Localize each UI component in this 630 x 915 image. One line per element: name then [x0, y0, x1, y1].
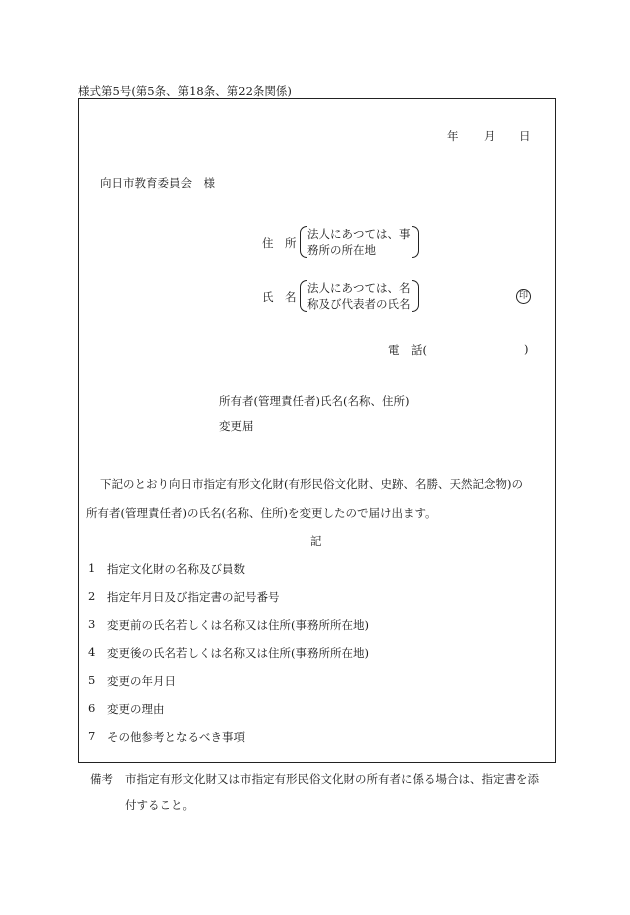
item-6-text: 変更の理由	[107, 702, 165, 716]
item-7-text: その他参考となるべき事項	[107, 730, 245, 744]
form-box	[78, 98, 556, 763]
ki-heading: 記	[310, 534, 322, 548]
seal-mark: 印	[516, 289, 531, 304]
address-note-line1: 法人にあつては、事	[307, 227, 411, 241]
body-line2: 所有者(管理責任者)の氏名(名称、住所)を変更したので届け出ます。	[86, 506, 437, 520]
title-line2: 変更届	[219, 419, 254, 433]
address-bracket-right	[412, 226, 419, 258]
item-1-text: 指定文化財の名称及び員数	[107, 562, 245, 576]
item-2-text: 指定年月日及び指定書の記号番号	[107, 590, 280, 604]
date-day: 日	[519, 129, 531, 143]
remarks-line1: 市指定有形文化財又は市指定有形民俗文化財の所有者に係る場合は、指定書を添	[125, 772, 539, 786]
phone-close: )	[524, 342, 529, 356]
item-5-text: 変更の年月日	[107, 674, 176, 688]
item-7-num: 7	[88, 729, 96, 743]
name-note-line1: 法人にあつては、名	[307, 281, 411, 295]
item-3-text: 変更前の氏名若しくは名称又は住所(事務所所在地)	[107, 618, 369, 632]
name-label: 氏 名	[262, 290, 297, 304]
item-1-num: 1	[88, 561, 96, 575]
item-2-num: 2	[88, 589, 96, 603]
title-line1: 所有者(管理責任者)氏名(名称、住所)	[219, 394, 410, 408]
form-number: 様式第5号(第5条、第18条、第22条関係)	[78, 84, 292, 98]
name-note-line2: 称及び代表者の氏名	[307, 297, 411, 311]
address-note-line2: 務所の所在地	[307, 243, 376, 257]
remarks-label: 備考	[90, 772, 113, 786]
address-bracket-left	[300, 226, 307, 258]
item-4-num: 4	[88, 645, 96, 659]
name-bracket-right	[412, 280, 419, 312]
item-4-text: 変更後の氏名若しくは名称又は住所(事務所所在地)	[107, 646, 369, 660]
date-month: 月	[484, 129, 496, 143]
remarks-line2: 付すること。	[125, 798, 194, 812]
item-3-num: 3	[88, 617, 96, 631]
item-5-num: 5	[88, 673, 96, 687]
name-bracket-left	[300, 280, 307, 312]
item-6-num: 6	[88, 701, 96, 715]
date-year: 年	[447, 129, 459, 143]
phone-label: 電 話(	[388, 343, 427, 357]
body-line1: 下記のとおり向日市指定有形文化財(有形民俗文化財、史跡、名勝、天然記念物)の	[100, 477, 523, 491]
address-label: 住 所	[262, 236, 297, 250]
addressee: 向日市教育委員会 様	[100, 176, 215, 190]
